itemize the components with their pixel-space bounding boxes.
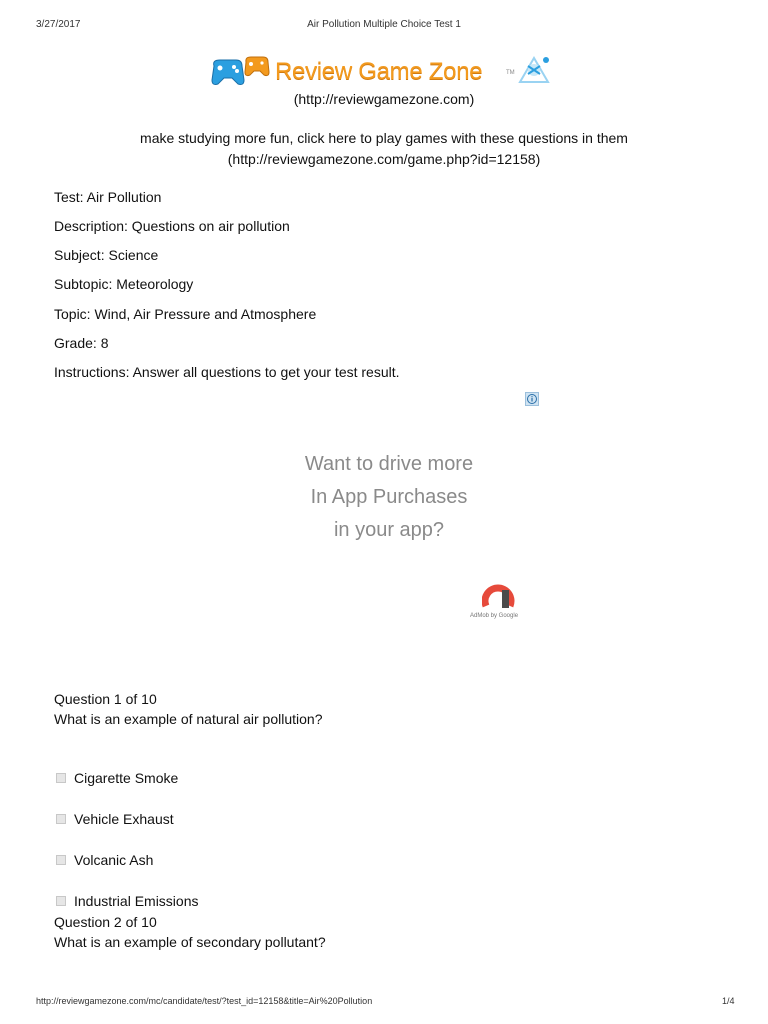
question-2-text: What is an example of secondary pollutant?	[54, 934, 326, 950]
ad-line-1: Want to drive more	[304, 453, 474, 475]
footer-url: http://reviewgamezone.com/mc/candidate/test/?test_id=12158&title=Air%20Pollution	[36, 996, 373, 1006]
header-date: 3/27/2017	[36, 19, 81, 30]
option-label: Industrial Emissions	[74, 893, 199, 909]
test-description: Description: Questions on air pollution	[54, 218, 290, 234]
question-2-number: Question 2 of 10	[54, 914, 157, 930]
test-name: Test: Air Pollution	[54, 189, 162, 205]
ad-banner-text[interactable]	[0, 448, 768, 547]
logo-trademark: TM	[506, 70, 515, 76]
checkbox[interactable]	[56, 855, 66, 865]
ad-line-3: in your app?	[333, 519, 445, 541]
ad-line-2: In App Purchases	[310, 486, 468, 508]
option-label: Vehicle Exhaust	[74, 811, 174, 827]
test-subtopic: Subtopic: Meteorology	[54, 276, 194, 292]
checkbox[interactable]	[56, 896, 66, 906]
admob-logo-icon[interactable]	[482, 580, 516, 612]
ad-info-icon[interactable]	[525, 392, 539, 406]
option-label: Volcanic Ash	[74, 852, 154, 868]
play-games-url-link[interactable]: (http://reviewgamezone.com/game.php?id=12158)	[227, 151, 541, 167]
test-topic: Topic: Wind, Air Pressure and Atmosphere	[54, 306, 317, 322]
review-game-zone-logo[interactable]	[208, 52, 560, 92]
question-1-number: Question 1 of 10	[54, 691, 157, 707]
test-subject: Subject: Science	[54, 247, 159, 263]
checkbox[interactable]	[56, 814, 66, 824]
sparkle-icon	[514, 52, 554, 88]
test-instructions: Instructions: Answer all questions to get your test result.	[54, 364, 400, 380]
header-title: Air Pollution Multiple Choice Test 1	[307, 19, 461, 30]
question-1-text: What is an example of natural air pollution?	[54, 711, 323, 727]
logo-text: Review Game Zone	[275, 58, 483, 85]
logo-url-link[interactable]: (http://reviewgamezone.com)	[293, 91, 475, 107]
gamepad-icon	[208, 54, 272, 90]
footer-page-number: 1/4	[722, 996, 735, 1006]
option-label: Cigarette Smoke	[74, 770, 179, 786]
checkbox[interactable]	[56, 773, 66, 783]
admob-caption: AdMob by Google	[470, 613, 519, 619]
test-grade: Grade: 8	[54, 335, 109, 351]
play-games-link[interactable]: make studying more fun, click here to play games with these questions in them	[140, 130, 628, 146]
